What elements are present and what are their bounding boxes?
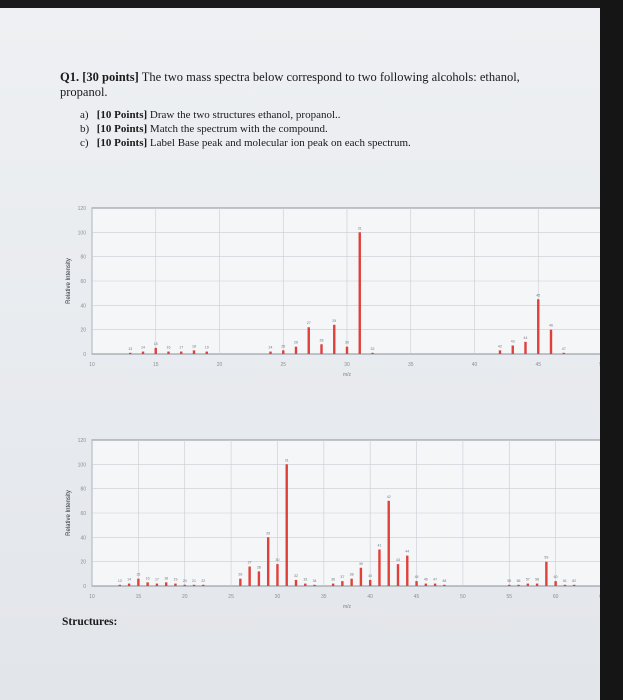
part-text: Draw the two structures ethanol, propanol.. xyxy=(149,109,341,121)
question-number: Q1. xyxy=(60,70,80,84)
spectrum-bar xyxy=(248,567,250,586)
bar-value-label: 46 xyxy=(549,323,553,328)
spectrum-bar xyxy=(165,582,167,586)
spectrum-bar xyxy=(295,580,297,586)
part-points: [10 Points] xyxy=(96,123,148,135)
x-tick-label: 30 xyxy=(344,362,350,368)
bar-value-label: 45 xyxy=(414,575,419,580)
x-tick-label: 40 xyxy=(471,362,478,368)
x-tick-label: 35 xyxy=(321,594,327,600)
spectrum-bar xyxy=(573,585,575,586)
spectrum-bar xyxy=(156,584,158,586)
spectrum-bar xyxy=(184,585,186,586)
y-tick-label: 80 xyxy=(80,486,86,493)
bar-value-label: 26 xyxy=(294,340,298,345)
spectrum-bar xyxy=(128,584,130,586)
spectrum-bar xyxy=(286,464,288,586)
bar-value-label: 14 xyxy=(127,577,132,582)
x-tick-label: 45 xyxy=(413,594,420,600)
bar-value-label: 58 xyxy=(535,577,540,582)
bar-value-label: 31 xyxy=(357,226,362,231)
spectrum-bar xyxy=(341,581,343,586)
part-points: [10 Points] xyxy=(96,109,148,121)
x-tick-label: 60 xyxy=(552,594,559,600)
mass-spectrum-2-svg xyxy=(56,426,616,620)
bar-value-label: 37 xyxy=(340,575,345,580)
spectrum-bar xyxy=(346,347,348,354)
bar-value-label: 56 xyxy=(516,578,521,583)
x-tick-label: 10 xyxy=(89,362,95,368)
spectrum-bar xyxy=(397,564,399,586)
spectrum-bar xyxy=(527,584,529,586)
x-tick-label: 35 xyxy=(407,362,414,368)
bar-value-label: 15 xyxy=(136,572,141,577)
spectrum-bar xyxy=(167,352,169,354)
spectrum-bar xyxy=(276,564,278,586)
part-letter: c) xyxy=(80,137,89,149)
spectrum-bar xyxy=(295,347,297,354)
spectrum-bar xyxy=(499,350,501,354)
bar-value-label: 39 xyxy=(358,561,363,566)
bar-value-label: 43 xyxy=(510,339,515,344)
bar-value-label: 26 xyxy=(238,572,243,577)
spectrum-bar xyxy=(536,584,538,586)
spectrum-bar xyxy=(524,342,526,354)
spectrum-bar xyxy=(137,579,139,586)
bar-value-label: 15 xyxy=(153,341,158,346)
spectrum-bar xyxy=(269,352,271,354)
bar-value-label: 44 xyxy=(523,335,528,340)
spectrum-bar xyxy=(550,330,552,354)
x-tick-label: 25 xyxy=(280,362,287,368)
y-tick-label: 100 xyxy=(77,462,86,469)
spectrum-bar xyxy=(378,550,380,587)
spectrum-bar xyxy=(517,585,519,586)
bar-value-label: 16 xyxy=(166,345,171,350)
spectrum-bar xyxy=(360,568,362,586)
part-b xyxy=(80,122,530,136)
spectrum-bar xyxy=(425,584,427,586)
bar-value-label: 18 xyxy=(192,344,196,349)
bar-value-label: 29 xyxy=(332,318,337,323)
bar-value-label: 24 xyxy=(268,345,273,350)
bar-value-label: 47 xyxy=(433,577,438,582)
part-a xyxy=(80,108,530,122)
spectrum-bar xyxy=(206,352,208,354)
y-tick-label: 40 xyxy=(80,303,86,310)
x-tick-label: 25 xyxy=(228,594,234,600)
bar-value-label: 36 xyxy=(331,577,336,582)
spectrum-bar xyxy=(554,581,556,586)
bar-value-label: 22 xyxy=(201,578,206,583)
part-text: Label Base peak and molecular ion peak on each spectrum. xyxy=(149,137,411,149)
x-axis-label: m/z xyxy=(342,604,352,610)
bar-value-label: 61 xyxy=(562,578,567,583)
y-tick-label: 20 xyxy=(80,327,86,334)
bar-value-label: 13 xyxy=(128,346,133,351)
spectrum-bar xyxy=(359,232,361,354)
y-tick-label: 120 xyxy=(77,206,86,212)
mass-spectrum-1 xyxy=(56,194,616,388)
bar-value-label: 42 xyxy=(498,344,502,349)
spectrum-bar xyxy=(129,353,131,354)
bar-value-label: 19 xyxy=(204,345,209,350)
bar-value-label: 17 xyxy=(179,345,184,350)
bar-value-label: 44 xyxy=(405,549,410,554)
spectrum-bar xyxy=(313,585,315,586)
bar-value-label: 28 xyxy=(256,565,261,570)
y-tick-label: 40 xyxy=(80,535,86,542)
bar-value-label: 48 xyxy=(442,578,447,583)
x-tick-label: 15 xyxy=(135,594,142,600)
bar-value-label: 57 xyxy=(525,577,530,582)
x-tick-label: 45 xyxy=(535,362,542,368)
bar-value-label: 55 xyxy=(507,578,512,583)
y-tick-label: 0 xyxy=(83,352,86,358)
part-c xyxy=(80,136,530,150)
question-title xyxy=(60,70,530,100)
spectrum-bar xyxy=(350,579,352,586)
bar-value-label: 32 xyxy=(294,573,298,578)
y-tick-label: 60 xyxy=(80,279,86,285)
spectrum-bar xyxy=(282,350,284,354)
y-tick-label: 100 xyxy=(77,230,86,237)
x-tick-label: 10 xyxy=(89,594,95,600)
bar-value-label: 30 xyxy=(345,340,349,345)
x-tick-label: 50 xyxy=(460,594,466,600)
spectrum-bar xyxy=(320,344,322,354)
bar-value-label: 21 xyxy=(192,578,196,583)
spectrum-bar xyxy=(267,537,269,586)
bar-value-label: 59 xyxy=(544,555,549,560)
y-tick-label: 120 xyxy=(77,438,86,444)
bar-value-label: 45 xyxy=(536,293,541,298)
spectrum-bar xyxy=(155,348,157,354)
spectrum-bar xyxy=(443,585,445,586)
worksheet-page xyxy=(0,8,600,700)
y-tick-label: 20 xyxy=(80,559,86,566)
x-tick-label: 30 xyxy=(274,594,281,600)
spectrum-bar xyxy=(174,584,176,586)
part-text: Match the spectrum with the compound. xyxy=(149,123,328,135)
spectrum-bar xyxy=(508,585,510,586)
x-tick-label: 20 xyxy=(181,594,188,600)
spectrum-bar xyxy=(180,352,182,354)
question-text: The two mass spectra below correspond to two following alcohols: ethanol, propanol. xyxy=(60,70,520,99)
x-tick-label: 20 xyxy=(216,362,223,368)
bar-value-label: 17 xyxy=(154,577,159,582)
x-tick-label: 40 xyxy=(367,594,373,600)
bar-value-label: 60 xyxy=(553,575,558,580)
bar-value-label: 38 xyxy=(349,572,354,577)
x-axis-label: m/z xyxy=(342,372,352,378)
bar-value-label: 46 xyxy=(423,577,428,582)
spectrum-bar xyxy=(333,325,335,354)
spectrum-bar xyxy=(415,581,417,586)
spectrum-bar xyxy=(545,562,547,586)
spectrum-bar xyxy=(434,584,436,586)
bar-value-label: 32 xyxy=(370,346,375,351)
question-parts xyxy=(80,108,530,150)
spectrum-bar xyxy=(119,585,121,586)
spectrum-bar xyxy=(512,345,514,354)
spectrum-bar xyxy=(332,584,334,586)
spectrum-bar xyxy=(406,556,408,586)
spectrum-bar xyxy=(371,353,373,354)
bar-value-label: 41 xyxy=(377,543,382,548)
y-tick-label: 60 xyxy=(80,511,86,517)
y-tick-label: 80 xyxy=(80,254,86,261)
bar-value-label: 33 xyxy=(303,577,308,582)
bar-value-label: 47 xyxy=(561,346,566,351)
spectrum-bar xyxy=(537,299,539,354)
bar-value-label: 30 xyxy=(275,558,280,563)
bar-value-label: 13 xyxy=(117,578,122,583)
bar-value-label: 18 xyxy=(164,576,169,581)
part-points: [10 Points] xyxy=(96,137,148,149)
bar-value-label: 31 xyxy=(284,458,289,463)
spectrum-bar xyxy=(369,580,371,586)
bar-value-label: 25 xyxy=(281,344,286,349)
spectrum-bar xyxy=(193,350,195,354)
mass-spectrum-1-svg xyxy=(56,194,616,388)
bar-value-label: 28 xyxy=(319,338,324,343)
structures-label: Structures: xyxy=(62,616,118,628)
spectrum-bar xyxy=(142,352,144,354)
photo-background-edge xyxy=(600,0,623,700)
spectrum-bar xyxy=(239,579,241,586)
bar-value-label: 34 xyxy=(312,578,317,583)
part-letter: b) xyxy=(80,123,90,135)
bar-value-label: 62 xyxy=(572,578,577,583)
bar-value-label: 19 xyxy=(173,577,178,582)
bar-value-label: 27 xyxy=(306,321,311,326)
y-axis-label: Relative Intensity xyxy=(66,490,72,536)
spectrum-bar xyxy=(304,584,306,586)
part-letter: a) xyxy=(80,109,89,121)
spectrum-bar xyxy=(388,501,390,586)
spectrum-bar xyxy=(202,585,204,586)
x-tick-label: 15 xyxy=(152,362,159,368)
bar-value-label: 29 xyxy=(266,531,271,536)
y-axis-label: Relative Intensity xyxy=(66,258,72,304)
spectrum-bar xyxy=(308,327,310,354)
bar-value-label: 27 xyxy=(247,560,252,565)
spectrum-bar xyxy=(193,585,195,586)
spectrum-bar xyxy=(564,585,566,586)
bar-value-label: 40 xyxy=(368,573,373,578)
question-points: [30 points] xyxy=(82,70,139,84)
bar-value-label: 42 xyxy=(386,494,391,499)
mass-spectrum-2 xyxy=(56,426,616,620)
bar-value-label: 43 xyxy=(396,558,400,563)
spectrum-bar xyxy=(563,353,565,354)
y-tick-label: 0 xyxy=(83,584,86,590)
x-tick-label: 55 xyxy=(506,594,513,600)
spectrum-bar xyxy=(146,582,148,586)
spectrum-bar xyxy=(258,571,260,586)
bar-value-label: 16 xyxy=(145,576,150,581)
bar-value-label: 14 xyxy=(141,345,145,350)
bar-value-label: 20 xyxy=(182,578,187,583)
